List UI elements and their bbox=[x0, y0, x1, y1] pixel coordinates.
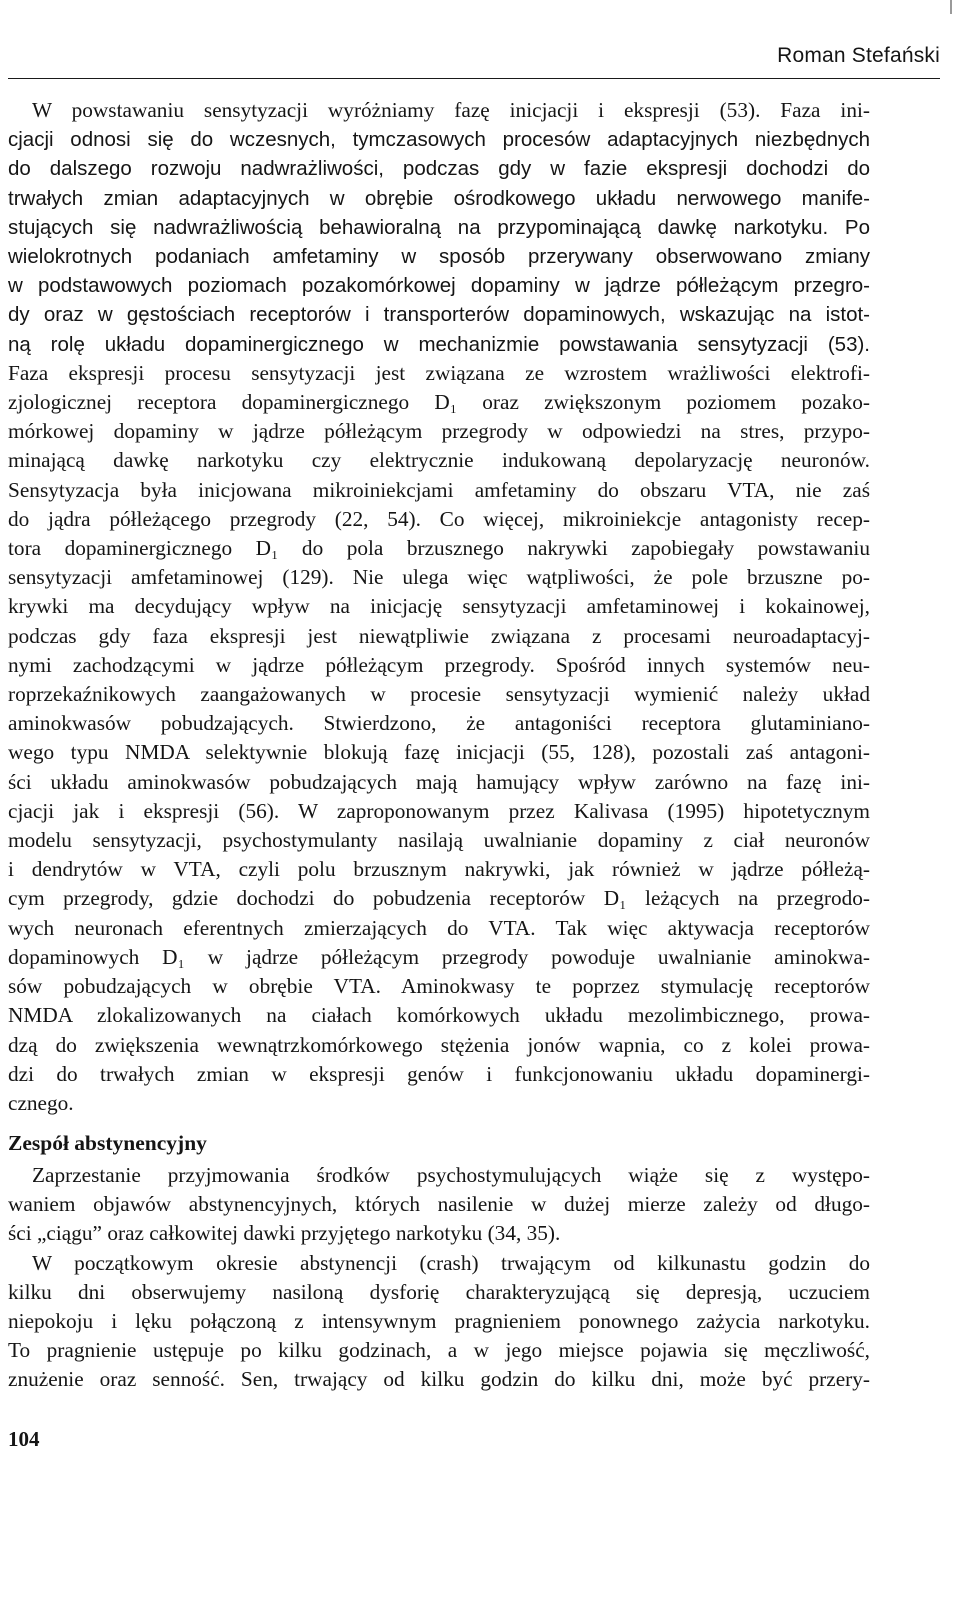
header-author: Roman Stefański bbox=[777, 44, 940, 67]
text-line: zjologicznej receptora dopaminergicznego D₁ oraz zwiększonym poziomem pozako- bbox=[8, 390, 870, 415]
text-line: roprzekaźnikowych zaangażowanych w procesie sensytyzacji wymienić należy układ bbox=[8, 682, 870, 707]
text-line: do jądra półleżącego przegrody (22, 54). Co więcej, mikroiniekcje antagonisty recep- bbox=[8, 506, 870, 531]
text-line: Faza ekspresji procesu sensytyzacji jest związana ze wzrostem wrażliwości elektrofi- bbox=[8, 360, 870, 385]
page-number: 104 bbox=[8, 1427, 40, 1451]
text-line: do dalszego rozwoju nadwrażliwości, podczas gdy w fazie ekspresji dochodzi do bbox=[8, 157, 870, 181]
text-line: minającą dawkę narkotyku czy elektrycznie indukowaną depolaryzację neuronów. bbox=[8, 448, 870, 473]
text-line: NMDA zlokalizowanych na ciałach komórkowych układu mezolimbicznego, prowa- bbox=[8, 1003, 870, 1028]
text-line: dzi do trwałych zmian w ekspresji genów i funkcjonowaniu układu dopaminergi- bbox=[8, 1061, 870, 1086]
text-line: podczas gdy faza ekspresji jest niewątpliwie związana z procesami neuroadaptacyj- bbox=[8, 623, 870, 648]
text-line: To pragnienie ustępuje po kilku godzinach, a w jego miejsce pojawia się męczliwość, bbox=[8, 1338, 870, 1363]
scan-edge-mark bbox=[950, 0, 952, 14]
text-line: W powstawaniu sensytyzacji wyróżniamy fazę inicjacji i ekspresji (53). Faza ini- bbox=[32, 98, 870, 122]
text-line: aminokwasów pobudzających. Stwierdzono, że antagoniści receptora glutaminiano- bbox=[8, 711, 870, 736]
text-line: niepokoju i lęku połączoną z intensywnym pragnieniem ponownego zażycia narkotyku. bbox=[8, 1309, 870, 1334]
text-line: wego typu NMDA selektywnie blokują fazę inicjacji (55, 128), pozostali zaś antagoni- bbox=[8, 740, 870, 765]
paragraph-withdrawal bbox=[8, 1161, 870, 1395]
section-heading: Zespół abstynencyjny bbox=[8, 1131, 207, 1155]
text-line: dopaminowych D₁ w jądrze półleżącym przegrody powoduje uwalnianie aminokwa- bbox=[8, 944, 870, 969]
text-line: cznego. bbox=[8, 1090, 74, 1115]
text-line: ści „ciągu” oraz całkowitej dawki przyjętego narkotyku (34, 35). bbox=[8, 1221, 561, 1246]
text-line: Sensytyzacja była inicjowana mikroiniekcjami amfetaminy do obszaru VTA, nie zaś bbox=[8, 477, 870, 502]
text-line: cym przegrody, gdzie dochodzi do pobudzenia receptorów D₁ leżących na przegrodo- bbox=[8, 886, 870, 911]
text-line: wielokrotnych podaniach amfetaminy w sposób przerywany obserwowano zmiany bbox=[8, 245, 870, 269]
paragraph-sensitization bbox=[8, 96, 870, 1118]
text-line: W początkowym okresie abstynencji (crash) trwającym od kilkunastu godzin do bbox=[32, 1250, 870, 1275]
text-line: sensytyzacji amfetaminowej (129). Nie ulega więc wątpliwości, że pole brzuszne po- bbox=[8, 565, 870, 590]
text-line: mórkowej dopaminy w jądrze półleżącym przegrody w odpowiedzi na stres, przypo- bbox=[8, 419, 870, 444]
text-line: dzą do zwiększenia wewnątrzkomórkowego stężenia jonów wapnia, co z kolei prowa- bbox=[8, 1032, 870, 1057]
running-header bbox=[8, 40, 940, 79]
text-line: krywki ma decydujący wpływ na inicjację sensytyzacji amfetaminowej i kokainowej, bbox=[8, 594, 870, 619]
text-line: w podstawowych poziomach pozakomórkowej dopaminy w jądrze półleżącym przegro- bbox=[8, 274, 870, 298]
text-line: sów pobudzających w obrębie VTA. Aminokwasy te poprzez stymulację receptorów bbox=[8, 974, 870, 999]
text-line: dy oraz w gęstościach receptorów i transporterów dopaminowych, wskazując na istot- bbox=[8, 303, 870, 327]
text-line: kilku dni obserwujemy nasiloną dysforię charakteryzującą się depresją, uczuciem bbox=[8, 1279, 870, 1304]
text-line: tora dopaminergicznego D₁ do pola brzusznego nakrywki zapobiegały powstawaniu bbox=[8, 536, 870, 561]
text-line: i dendrytów w VTA, czyli polu brzusznym nakrywki, jak również w jądrze półleżą- bbox=[8, 857, 870, 882]
text-line: wych neuronach eferentnych zmierzających do VTA. Tak więc aktywacja receptorów bbox=[8, 915, 870, 940]
text-line: cjacji jak i ekspresji (56). W zaproponowanym przez Kalivasa (1995) hipotetycznym bbox=[8, 798, 870, 823]
text-line: nymi zachodzącymi w jądrze półleżącym przegrody. Spośród innych systemów neu- bbox=[8, 652, 870, 677]
text-line: ną rolę układu dopaminergicznego w mechanizmie powstawania sensytyzacji (53). bbox=[8, 332, 870, 356]
text-line: znużenie oraz senność. Sen, trwający od kilku godzin do kilku dni, może być przery- bbox=[8, 1367, 870, 1392]
text-line: modelu sensytyzacji, psychostymulanty nasilają uwalnianie dopaminy z ciał neuronów bbox=[8, 828, 870, 853]
text-line: trwałych zmian adaptacyjnych w obrębie ośrodkowego układu nerwowego manife- bbox=[8, 186, 870, 210]
text-line: ści układu aminokwasów pobudzających mają hamujący wpływ zarówno na fazę ini- bbox=[8, 769, 870, 794]
text-line: cjacji odnosi się do wczesnych, tymczasowych procesów adaptacyjnych niezbędnych bbox=[8, 128, 870, 152]
text-line: Zaprzestanie przyjmowania środków psychostymulujących wiąże się z występo- bbox=[32, 1163, 870, 1187]
text-line: waniem objawów abstynencyjnych, których nasilenie w dużej mierze zależy od długo- bbox=[8, 1192, 870, 1217]
text-line: stujących się nadwrażliwością behawioralną na przypominającą dawkę narkotyku. Po bbox=[8, 215, 870, 239]
